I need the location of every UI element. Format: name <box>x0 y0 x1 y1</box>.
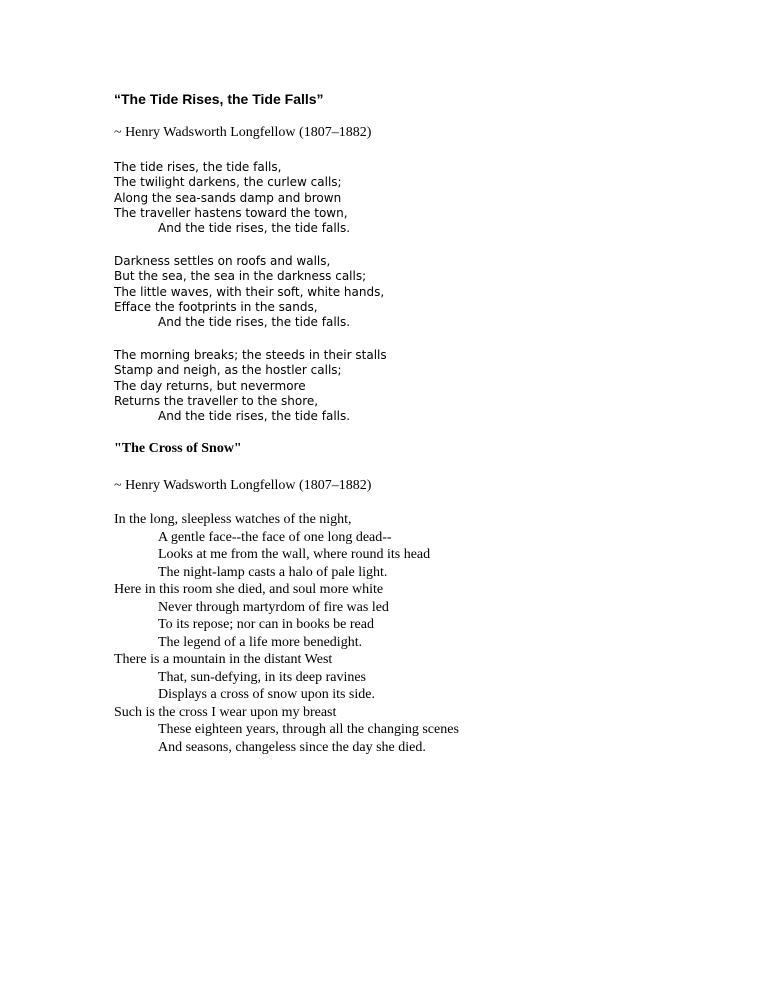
poem-refrain-line: And the tide rises, the tide falls. <box>158 315 351 330</box>
poem1-stanza-3 <box>114 348 387 424</box>
poem-line: The tide rises, the tide falls, <box>114 160 282 174</box>
poem2-author: ~ Henry Wadsworth Longfellow (1807–1882) <box>114 478 372 493</box>
poem1-stanza-1 <box>114 160 350 236</box>
poem-line: That, sun-defying, in its deep ravines <box>158 669 367 685</box>
poem-line: The night-lamp casts a halo of pale light. <box>158 564 388 580</box>
poem-line: Such is the cross I wear upon my breast <box>114 704 337 720</box>
poem-line: In the long, sleepless watches of the night, <box>114 512 352 527</box>
poem-refrain-line: And the tide rises, the tide falls. <box>158 409 351 424</box>
poem-line: The twilight darkens, the curlew calls; <box>114 175 342 190</box>
poem-line: Displays a cross of snow upon its side. <box>158 687 375 702</box>
poem2-title: "The Cross of Snow" <box>114 441 242 456</box>
poem-line: The morning breaks; the steeds in their stalls <box>114 348 387 362</box>
poem-line: These eighteen years, through all the changing scenes <box>158 722 459 737</box>
poem-line: The legend of a life more benedight. <box>158 634 363 650</box>
poem-line: But the sea, the sea in the darkness calls; <box>114 269 367 284</box>
poem1-title: “The Tide Rises, the Tide Falls” <box>114 91 324 107</box>
poem-line: Here in this room she died, and soul more white <box>114 582 384 597</box>
poem-line: Looks at me from the wall, where round its head <box>158 547 431 562</box>
poem-line: Along the sea-sands damp and brown <box>114 190 342 205</box>
poem-line: There is a mountain in the distant West <box>114 652 333 667</box>
poem-line: A gentle face--the face of one long dead-- <box>158 529 392 545</box>
poem-line: Stamp and neigh, as the hostler calls; <box>114 363 342 378</box>
poem-line: The day returns, but nevermore <box>114 378 306 393</box>
poem-line: To its repose; nor can in books be read <box>158 617 374 632</box>
poem2-body <box>114 511 459 756</box>
poem-line: Efface the footprints in the sands, <box>114 299 318 314</box>
poem-line: The little waves, with their soft, white hands, <box>114 284 385 299</box>
poem-line: The traveller hastens toward the town, <box>114 205 348 220</box>
poem-line: Returns the traveller to the shore, <box>114 393 319 408</box>
poem1-author: ~ Henry Wadsworth Longfellow (1807–1882) <box>114 125 372 140</box>
poem-line: And seasons, changeless since the day she died. <box>158 739 426 755</box>
poem-line: Darkness settles on roofs and walls, <box>114 254 331 268</box>
poem-line: Never through martyrdom of fire was led <box>158 599 389 615</box>
poem1-stanza-2 <box>114 254 384 330</box>
poem-refrain-line: And the tide rises, the tide falls. <box>158 221 351 236</box>
